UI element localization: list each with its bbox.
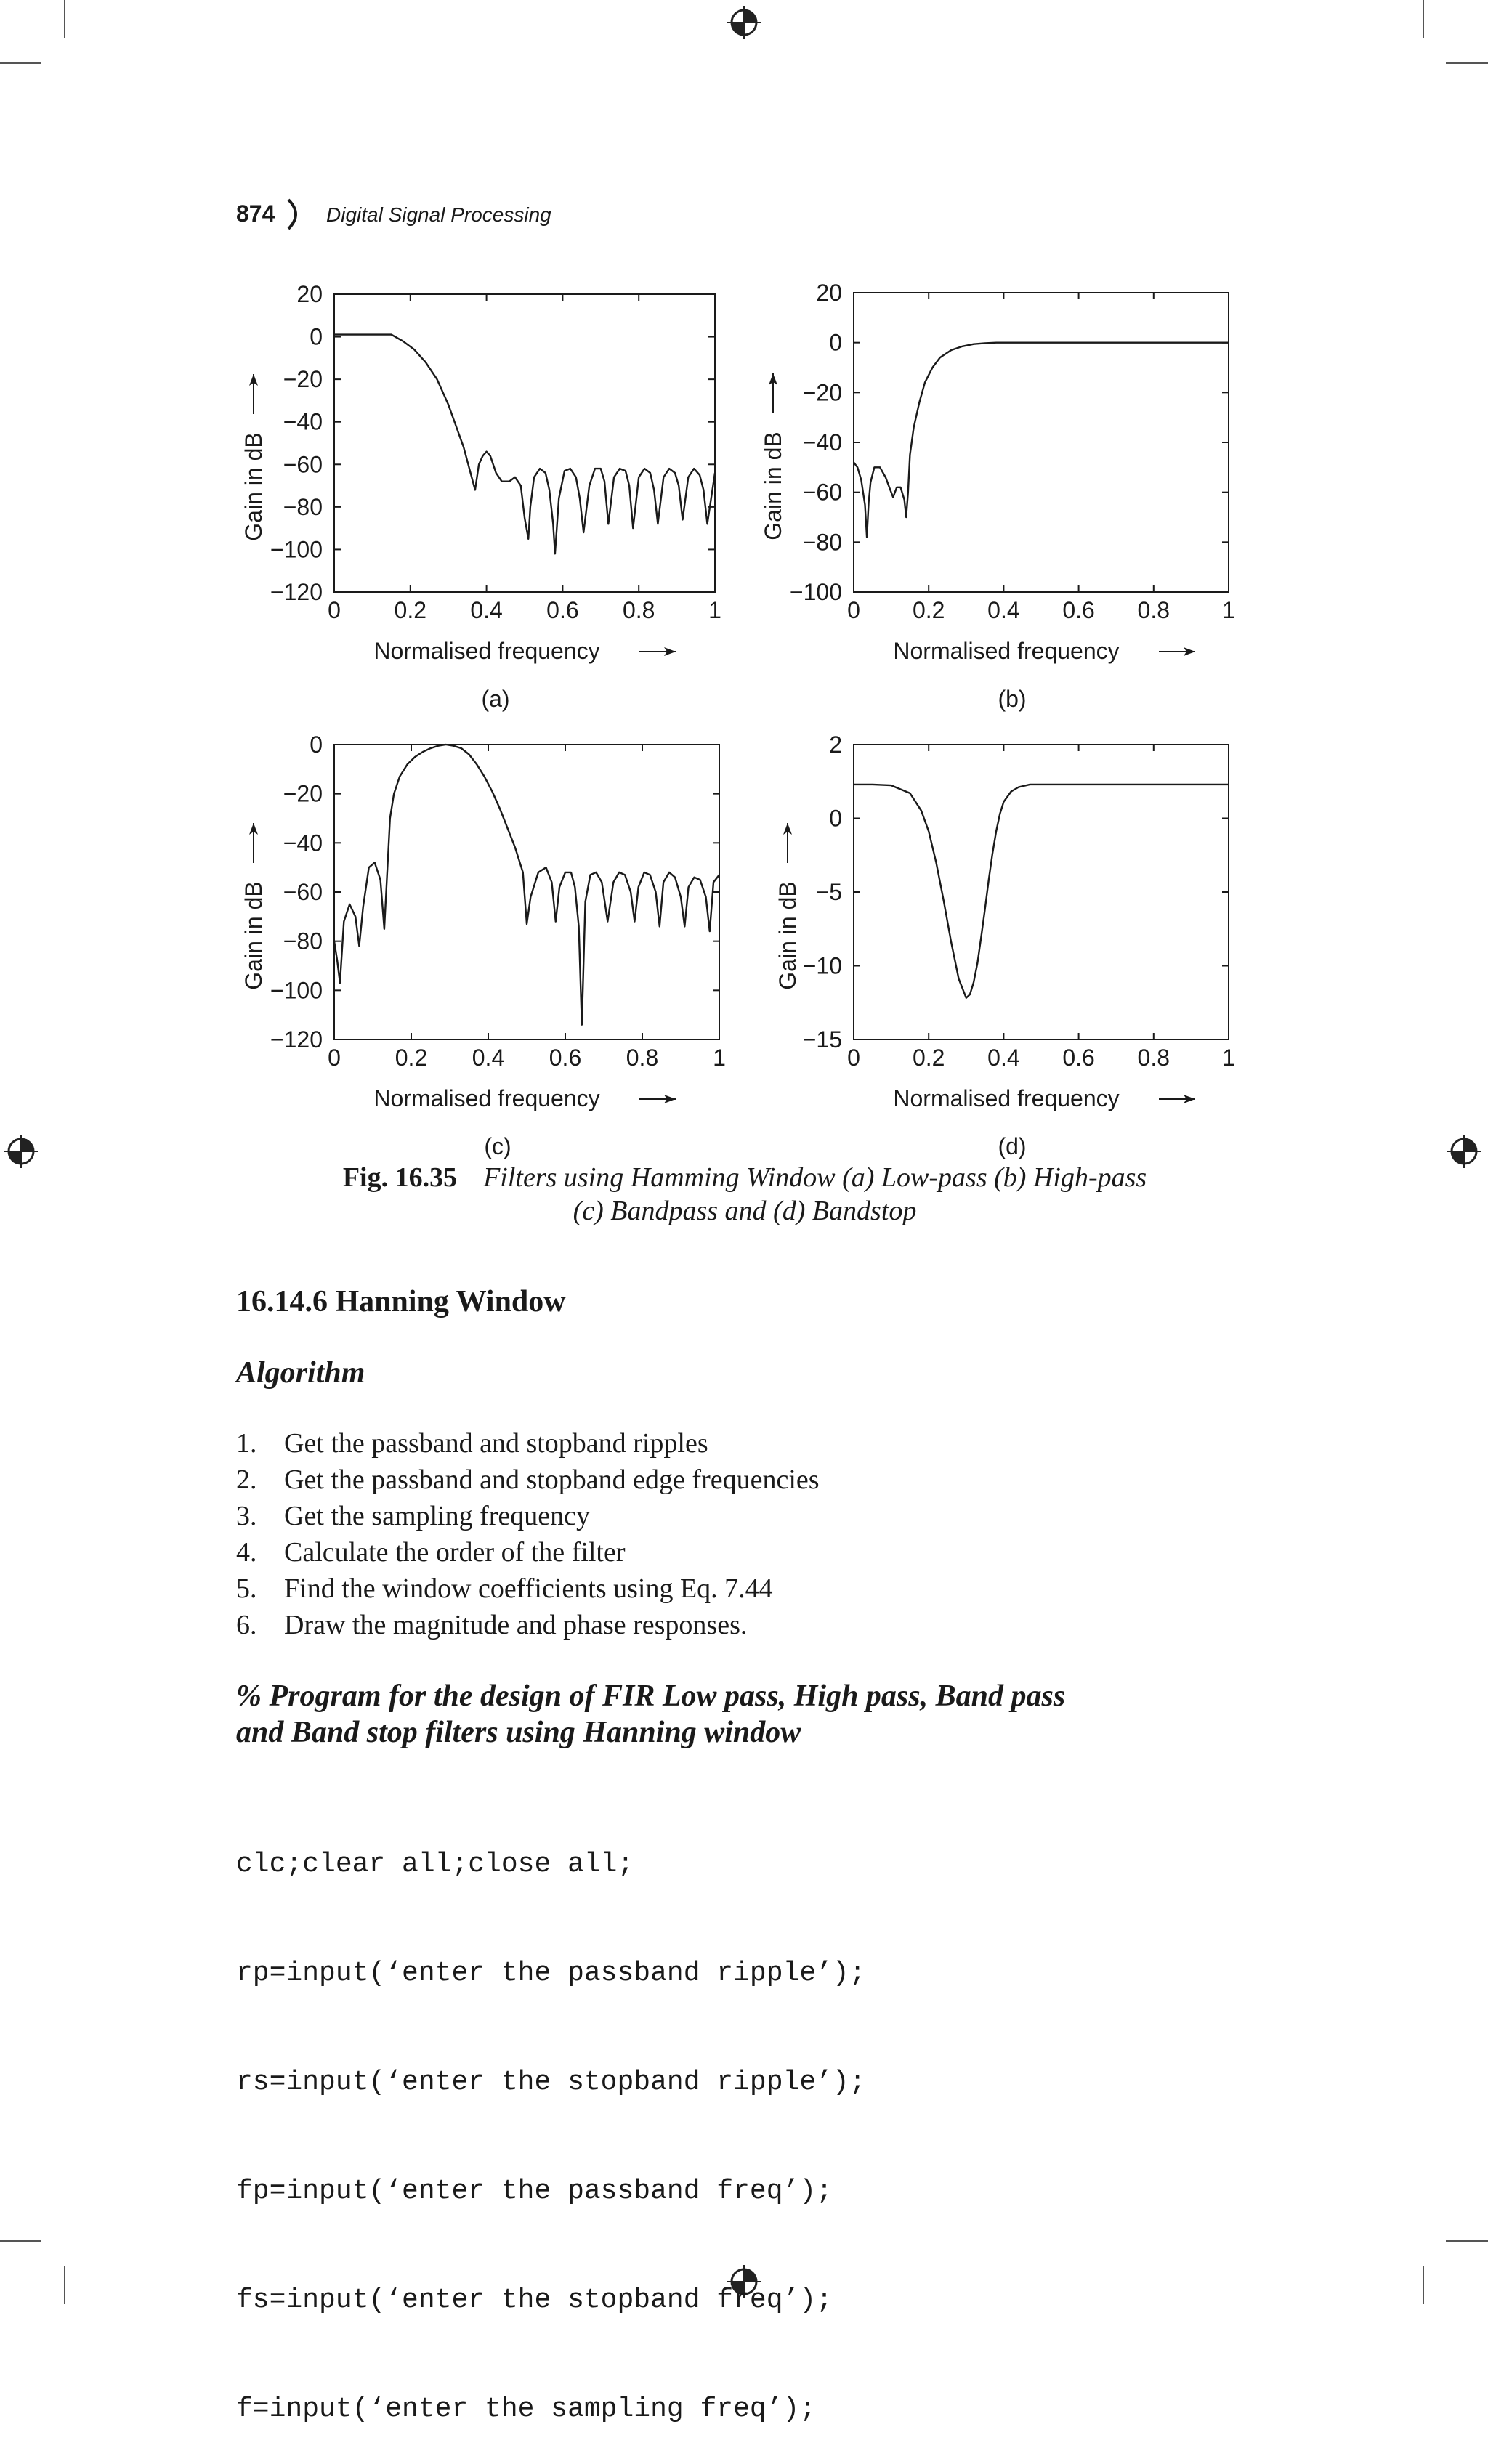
plot-frame [854,293,1229,592]
step-number: 5. [236,1573,257,1604]
y-tick-label: −60 [283,451,323,478]
figure-caption-line-1 [240,1161,1250,1194]
step-text: Get the passband and stopband ripples [284,1428,708,1459]
x-tick-label: 0 [328,1045,341,1071]
panel-label: (d) [998,1133,1027,1159]
crop-mark-bottom-left-h [0,2240,41,2242]
list-item [236,1498,820,1534]
page-number: 874 [236,200,275,227]
code-line: clc;clear all;close all; [236,1849,634,1880]
list-item [236,1571,820,1607]
x-tick-label: 0.6 [1062,597,1095,623]
y-tick-label: 2 [829,732,842,758]
y-tick-label: −40 [802,429,842,455]
y-tick-label: −100 [270,536,323,563]
x-tick-label: 0.6 [549,1045,582,1071]
x-axis-label: Normalised frequency [373,638,600,664]
y-tick-label: −100 [789,579,842,605]
registration-target-icon [1447,1135,1481,1168]
x-tick-label: 1 [713,1045,726,1071]
step-number: 2. [236,1464,257,1495]
y-tick-label: −20 [802,379,842,406]
chart-a-lowpass [218,280,741,716]
program-heading-line-2: and Band stop filters using Hanning window [236,1716,801,1749]
program-heading-line-1: % Program for the design of FIR Low pass, High pass, Band pass [236,1679,1066,1713]
x-tick-label: 0.4 [987,597,1020,623]
x-tick-label: 0.8 [1137,1045,1170,1071]
y-tick-label: −80 [283,928,323,955]
step-text: Calculate the order of the filter [284,1537,626,1568]
code-listing [236,1774,866,2464]
step-number: 1. [236,1428,257,1459]
y-tick-label: −15 [802,1026,842,1053]
x-tick-label: 0 [847,597,860,623]
x-tick-label: 0.6 [546,597,579,623]
y-tick-label: 0 [829,329,842,356]
book-title: Digital Signal Processing [326,203,551,226]
code-line: rp=input(‘enter the passband ripple’); [236,1958,866,1989]
step-text: Get the passband and stopband edge frequencies [284,1464,820,1495]
code-line: fp=input(‘enter the passband freq’); [236,2176,833,2207]
y-tick-label: 0 [829,805,842,832]
crop-mark-bottom-right [1423,2266,1424,2304]
y-tick-label: −10 [802,952,842,979]
page-tab-bracket-icon [284,198,306,231]
list-item [236,1534,820,1571]
chart-d-bandstop [745,730,1268,1166]
y-tick-label: 20 [816,280,842,306]
x-axis-label: Normalised frequency [893,1085,1120,1111]
y-tick-label: −60 [283,879,323,905]
program-heading [236,1678,1268,1751]
panel-label: (b) [998,686,1027,712]
list-item [236,1462,820,1498]
x-tick-label: 0.8 [626,1045,659,1071]
crop-mark-bottom-right-h [1446,2240,1488,2242]
plot-frame [334,294,715,592]
x-tick-label: 0.6 [1062,1045,1095,1071]
x-tick-label: 0.8 [622,597,655,623]
y-axis-label: Gain in dB [240,881,267,990]
crop-mark-top-right-h [1446,62,1488,64]
y-axis-label: Gain in dB [760,431,786,540]
figure-caption [240,1161,1250,1228]
panel-label: (a) [481,686,510,712]
x-tick-label: 0 [847,1045,860,1071]
series-line [334,745,719,1025]
y-tick-label: 0 [310,732,323,758]
step-text: Find the window coefficients using Eq. 7.44 [284,1573,773,1604]
y-tick-label: −60 [802,479,842,506]
algorithm-heading: Algorithm [236,1356,365,1390]
y-axis-label: Gain in dB [775,881,801,990]
code-line: fs=input(‘enter the stopband freq’); [236,2285,833,2316]
x-tick-label: 1 [708,597,721,623]
list-item [236,1425,820,1462]
x-axis-label: Normalised frequency [893,638,1120,664]
plot-frame [334,745,719,1040]
y-tick-label: 20 [296,281,323,307]
figure-caption-text-2: (c) Bandpass and (d) Bandstop [573,1196,917,1226]
code-line: f=input(‘enter the sampling freq’); [236,2394,817,2425]
algorithm-steps [236,1425,820,1643]
x-tick-label: 0 [328,597,341,623]
x-tick-label: 0.2 [912,1045,945,1071]
step-text: Draw the magnitude and phase responses. [284,1610,748,1640]
figure-label: Fig. 16.35 [342,1162,458,1193]
step-number: 4. [236,1537,257,1568]
list-item [236,1607,820,1643]
y-tick-label: −80 [283,493,323,520]
series-line [334,335,715,554]
chart-b-highpass [745,280,1268,716]
y-tick-label: −40 [283,830,323,856]
y-tick-label: −120 [270,579,323,605]
crop-mark-top-left-h [0,62,41,64]
x-tick-label: 0.2 [912,597,945,623]
x-tick-label: 0.4 [472,1045,505,1071]
x-tick-label: 0.2 [394,597,427,623]
y-tick-label: −40 [283,408,323,435]
step-number: 6. [236,1610,257,1640]
x-tick-label: 0.4 [470,597,503,623]
x-tick-label: 0.4 [987,1045,1020,1071]
section-heading: 16.14.6 Hanning Window [236,1285,566,1318]
step-number: 3. [236,1501,257,1531]
y-tick-label: −100 [270,977,323,1004]
crop-mark-top-right [1423,0,1424,38]
y-tick-label: −80 [802,529,842,556]
y-tick-label: −5 [815,879,842,905]
series-line [854,785,1229,998]
plot-frame [854,745,1229,1040]
x-tick-label: 0.8 [1137,597,1170,623]
code-line: rs=input(‘enter the stopband ripple’); [236,2067,866,2098]
y-tick-label: 0 [310,323,323,350]
y-axis-label: Gain in dB [240,432,267,541]
registration-target-icon [727,6,761,39]
registration-target-icon [4,1135,38,1168]
x-axis-label: Normalised frequency [373,1085,600,1111]
panel-label: (c) [484,1133,512,1159]
chart-c-bandpass [218,730,741,1166]
crop-mark-bottom-left [64,2266,65,2304]
y-tick-label: −20 [283,366,323,393]
series-line [854,343,1229,538]
y-tick-label: −20 [283,780,323,807]
crop-mark-top-left [64,0,65,38]
y-tick-label: −120 [270,1026,323,1053]
x-tick-label: 1 [1222,597,1235,623]
figure-caption-text-1: Filters using Hamming Window (a) Low-pass (b) High-pass [483,1162,1147,1193]
step-text: Get the sampling frequency [284,1501,591,1531]
x-tick-label: 1 [1222,1045,1235,1071]
x-tick-label: 0.2 [395,1045,428,1071]
